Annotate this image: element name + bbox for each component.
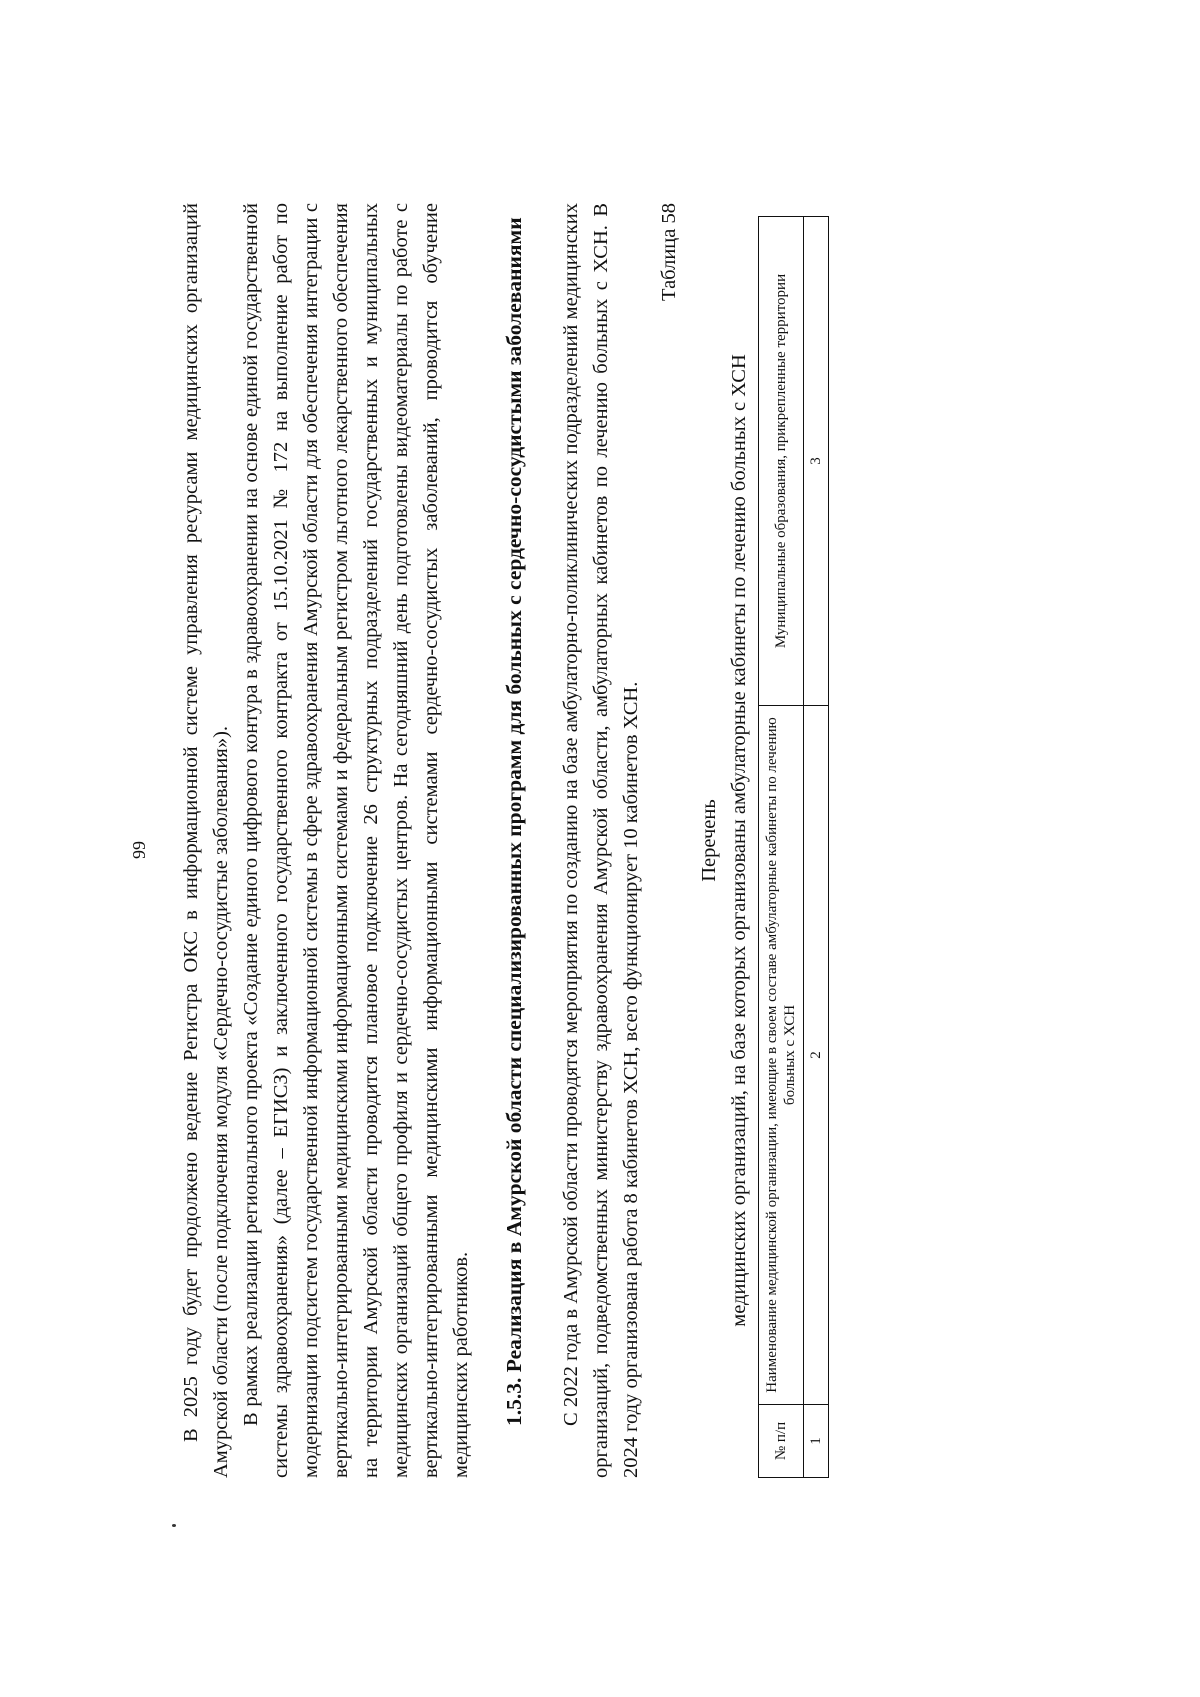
table-caption-subtitle: медицинских организаций, на базе которых организованы амбулаторные кабинеты по лечению больных с ХСН — [728, 354, 750, 1327]
organizations-table — [758, 216, 829, 1478]
section-heading: 1.5.3. Реализация в Амурской области специализированных программ для больных с сердечно-сосудистыми заболеваниями — [502, 217, 526, 1426]
page-number: 99 — [129, 841, 149, 859]
document-body — [176, 203, 829, 1478]
table-column-number-row — [804, 217, 829, 1478]
table-caption — [694, 203, 754, 1478]
table-caption-title: Перечень — [698, 799, 720, 882]
header-organization: Наименование медицинской организации, имеющие в своем составе амбулаторные кабинеты по лечению больных с ХСН — [759, 706, 804, 1405]
header-municipality: Муниципальные образования, прикрепленные территории — [759, 217, 804, 706]
rotated-page — [128, 150, 1200, 1550]
paragraph-egisz: В рамках реализации регионального проекта «Создание единого цифрового контура в здравоохранении на основе единой государственной системы здравоохранения» (далее – ЕГИСЗ) и заключенного государственного контракта от 15.10.2021 № 172 на выполнение работ по модернизации подсистем государственной информационной системы в сфере здравоохранения Амурской области для обеспечения интеграции с вертикально-интегрированными медицинскими информационными системами и федеральным регистром льготного лекарственного обеспечения на территории Амурской области проводится плановое подключение 26 структурных подразделений государственных и муниципальных медицинских организаций общего профиля и сердечно-сосудистых центров. На сегодняшний день подготовлены видеоматериалы по работе с вертикально-интегрированными медицинскими информационными системами сердечно-сосудистых заболеваний, проводится обучение медицинских работников. — [240, 203, 472, 1478]
paragraph-hsn-cabinets: С 2022 года в Амурской области проводятся мероприятия по созданию на базе амбулаторно-поликлинических подразделений медицинских организаций, подведомственных министерству здравоохранения Амурской области, амбулаторных кабинетов по лечению больных с ХСН. В 2024 году организована работа 8 кабинетов ХСН, всего функционирует 10 кабинетов ХСН. — [560, 203, 642, 1478]
column-number-2: 2 — [804, 706, 829, 1405]
header-number: № п/п — [759, 1405, 804, 1478]
column-number-1: 1 — [804, 1405, 829, 1478]
table-header-row — [759, 217, 804, 1478]
table-label: Таблица 58 — [658, 203, 680, 301]
paragraph-registry: В 2025 году будет продолжено ведение Регистра ОКС в информационной системе управления ресурсами медицинских организаций Амурской области (после подключения модуля «Сердечно-сосудистые заболевания»). — [180, 203, 232, 1478]
column-number-3: 3 — [804, 217, 829, 706]
